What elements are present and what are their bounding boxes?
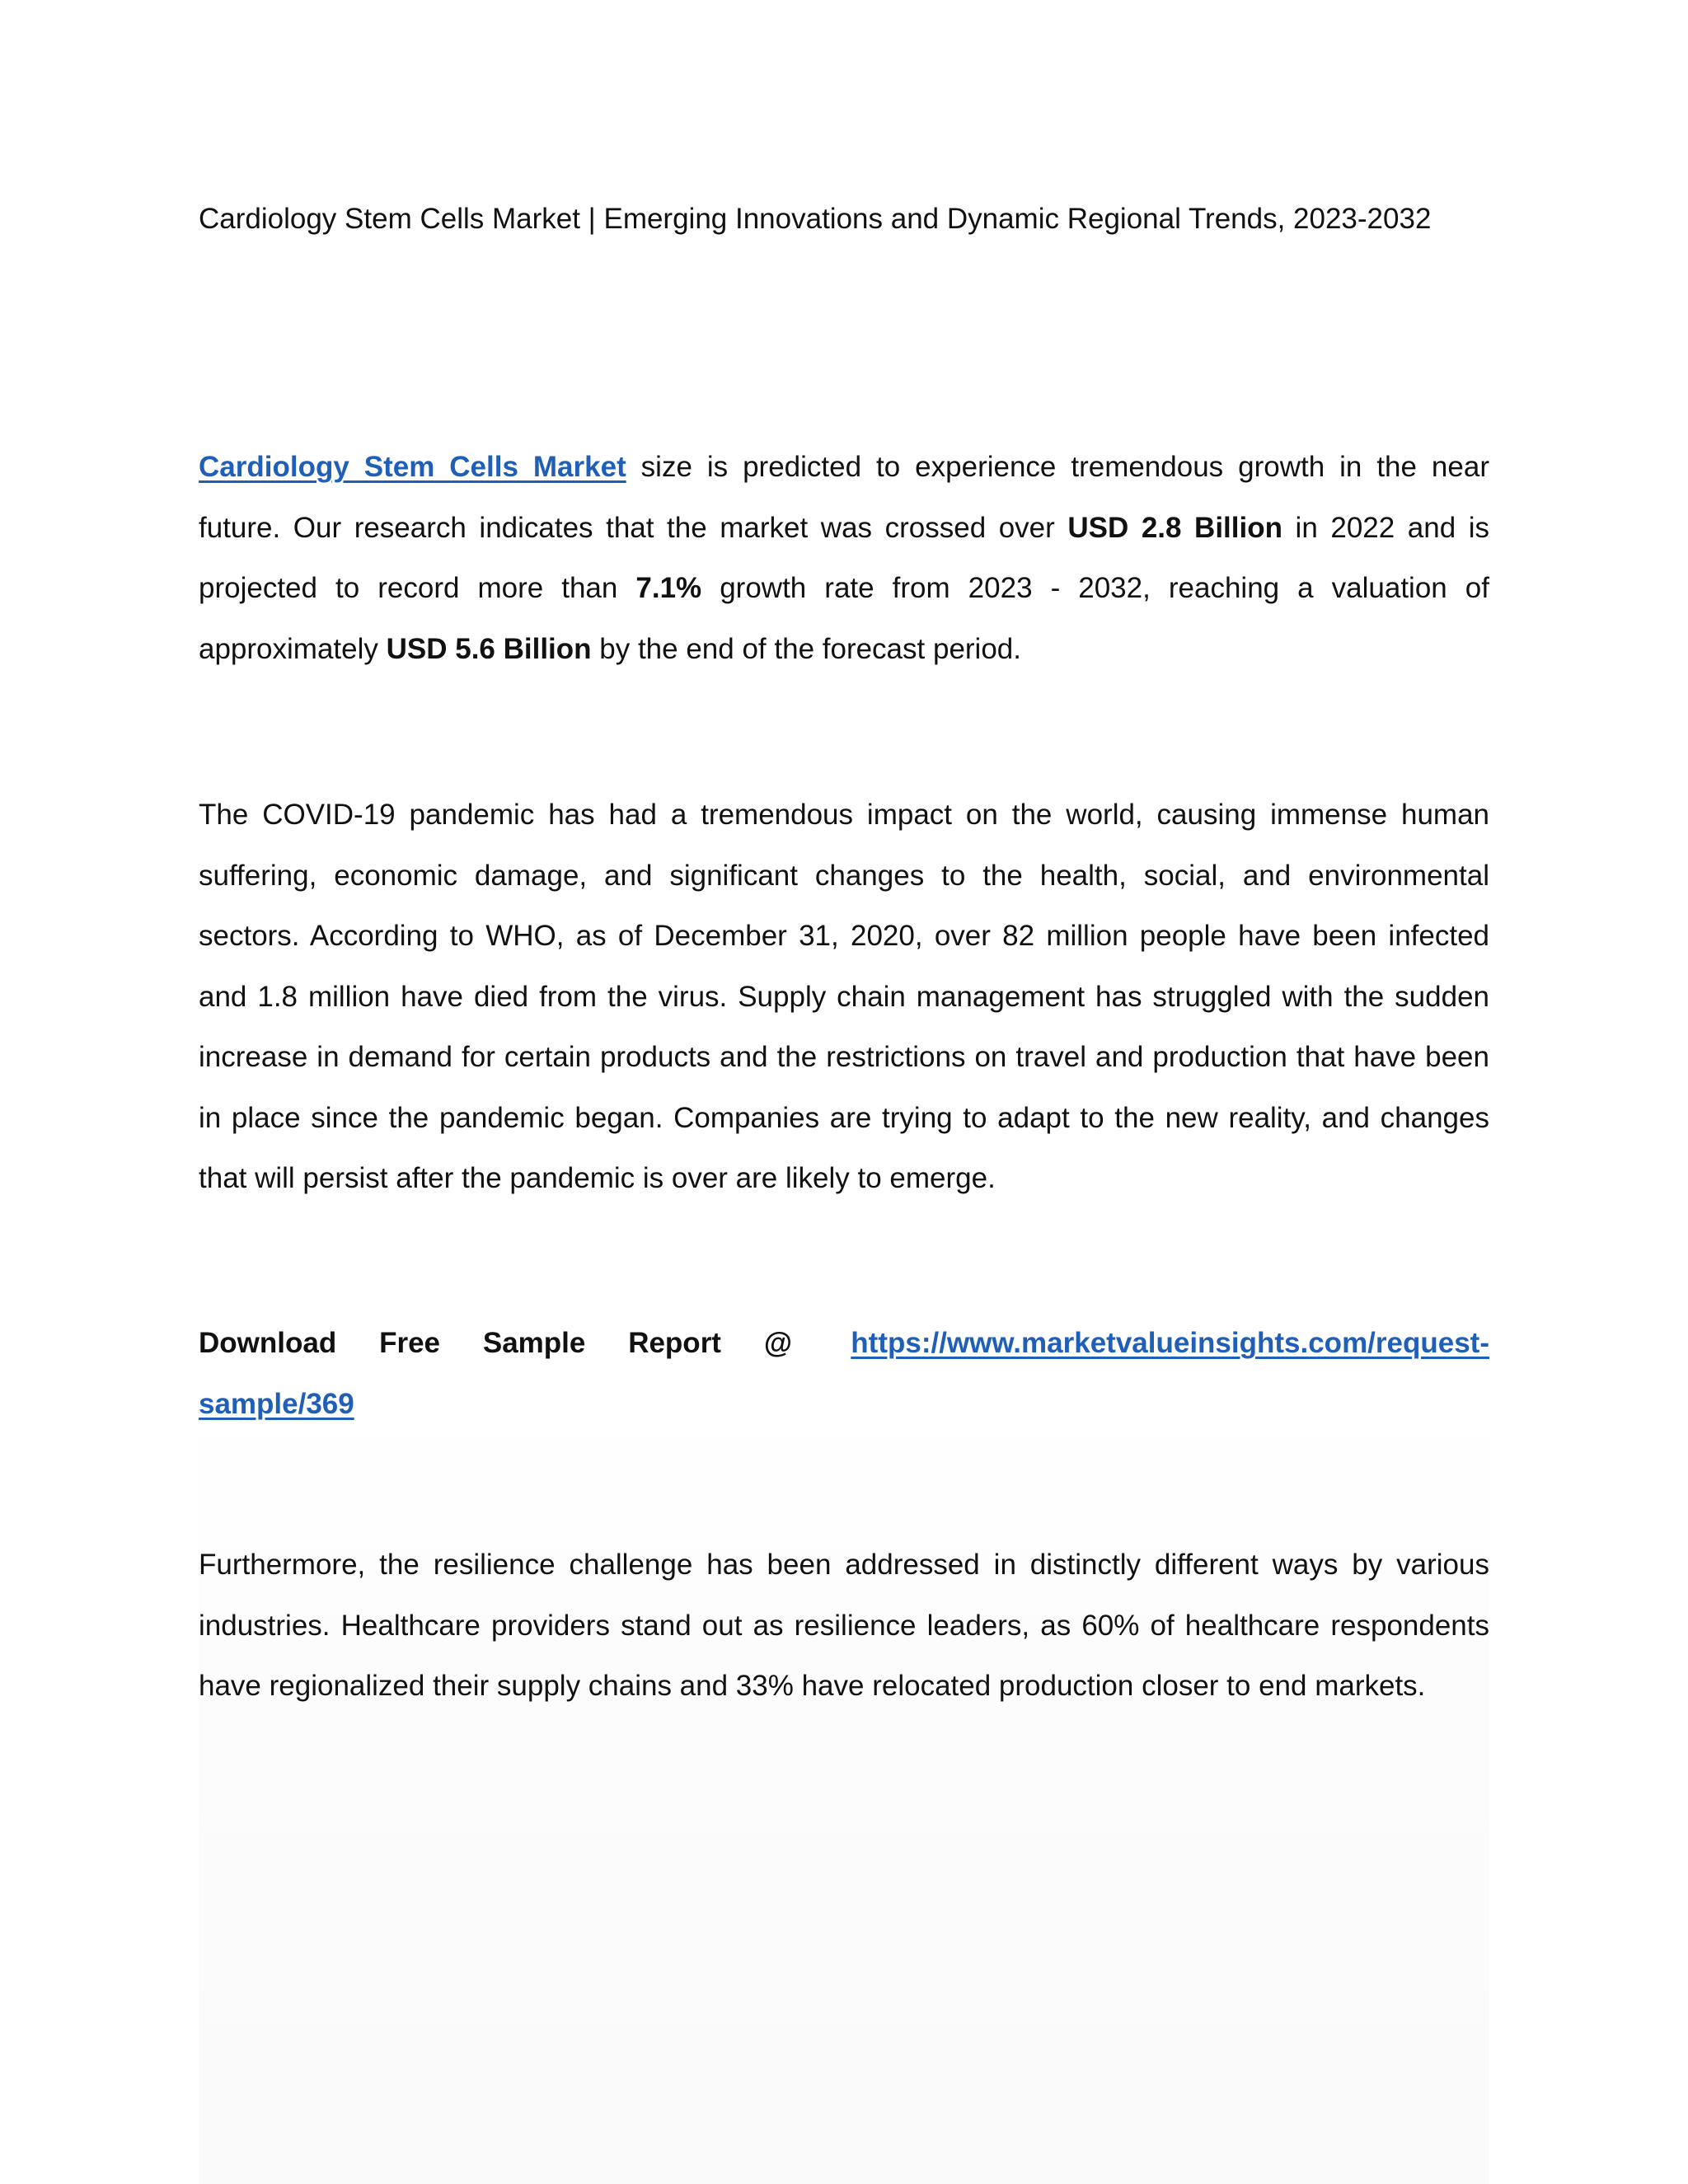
download-line-2 <box>199 1374 1489 1435</box>
intro-text-2: in 2022 and is projected to record more than <box>199 511 1490 604</box>
download-line <box>199 1313 1489 1374</box>
sample-report-link[interactable]: https://www.marketvalueinsights.com/request- <box>851 1327 1489 1359</box>
covid-paragraph: The COVID-19 pandemic has had a tremendous impact on the world, causing immense human suffering, economic damage, and significant changes to the health, social, and environmental sectors. According to WHO, as of December 31, 2020, over 82 million people have been infected and 1.8 million have died from the virus. Supply chain management has struggled with the sudden increase in demand for certain products and the restrictions on travel and production that have been in place since the pandemic began. Companies are trying to adapt to the new reality, and changes that will persist after the pandemic is over are likely to emerge. <box>199 799 1489 1194</box>
market-link[interactable]: Cardiology Stem Cells Market <box>199 451 626 483</box>
growth-rate: 7.1% <box>635 572 702 604</box>
download-section <box>199 1313 1489 1434</box>
intro-text-1: size is predicted to experience tremendous growth in the near future. Our research indicates that the market was crossed over <box>199 451 1489 544</box>
report-word: Report <box>628 1327 721 1359</box>
page-shading <box>199 1401 1489 2184</box>
download-label <box>199 1313 792 1374</box>
free-word: Free <box>379 1327 440 1359</box>
at-symbol: @ <box>763 1327 792 1359</box>
download-word: Download <box>199 1327 337 1359</box>
resilience-paragraph: Furthermore, the resilience challenge has been addressed in distinctly different ways by various industries. Healthcare providers stand out as resilience leaders, as 60% of healthcare respondents have regionalized their supply chains and 33% have relocated production closer to end markets. <box>199 1549 1489 1702</box>
document-title: Cardiology Stem Cells Market | Emerging Innovations and Dynamic Regional Trends, 2023-2032 <box>199 203 1432 235</box>
market-size-2022: USD 2.8 Billion <box>1067 511 1282 544</box>
sample-word: Sample <box>482 1327 586 1359</box>
intro-text-3: growth rate from 2023 - 2032, reaching a valuation of approximately <box>199 572 1489 665</box>
sample-report-link-continued[interactable]: sample/369 <box>199 1387 354 1420</box>
intro-paragraph <box>199 437 1489 679</box>
intro-text-4: by the end of the forecast period. <box>591 632 1021 665</box>
market-size-forecast: USD 5.6 Billion <box>386 632 592 665</box>
